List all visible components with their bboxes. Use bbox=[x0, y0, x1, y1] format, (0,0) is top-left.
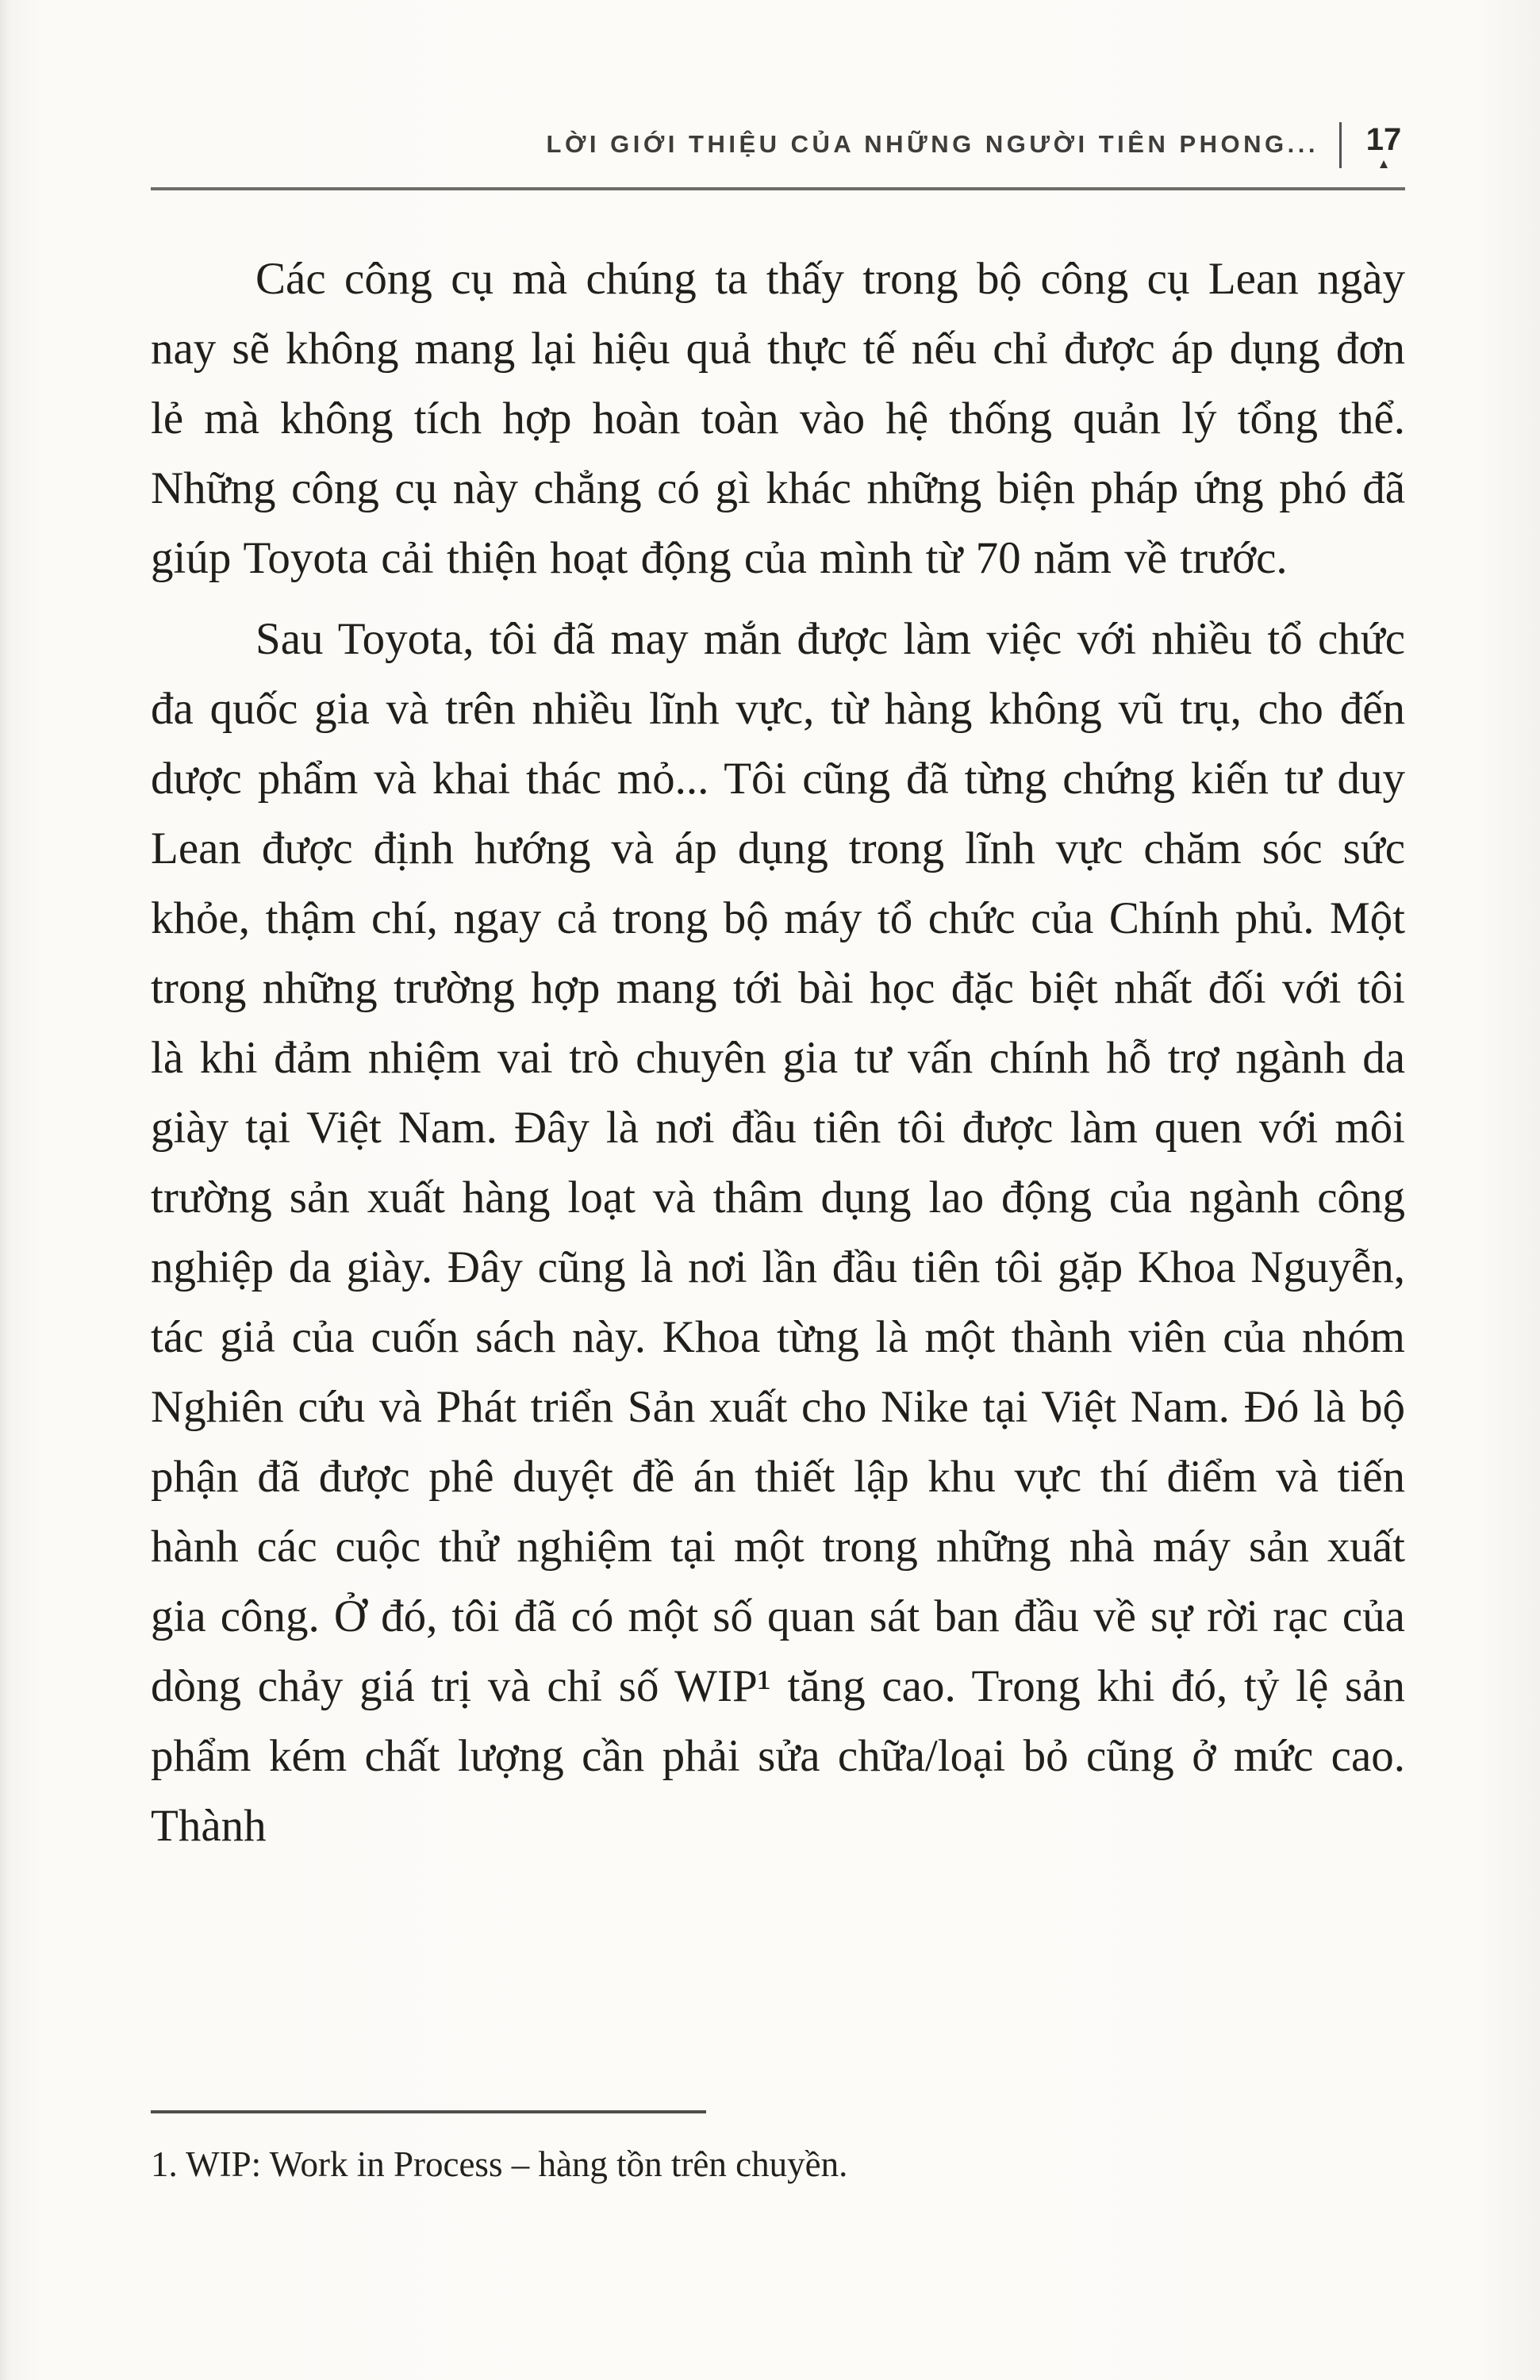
footnote-rule bbox=[151, 2110, 706, 2113]
body-text bbox=[151, 244, 1405, 1861]
paragraph-2: Sau Toyota, tôi đã may mắn được làm việc với nhiều tổ chức đa quốc gia và trên nhiều lĩnh vực, từ hàng không vũ trụ, cho đến dược phẩm và khai thác mỏ... Tôi cũng đã từng chứng kiến tư duy Lean được định hướng và áp dụng trong lĩnh vực chăm sóc sức khỏe, thậm chí, ngay cả trong bộ máy tổ chức của Chính phủ. Một trong những trường hợp mang tới bài học đặc biệt nhất đối với tôi là khi đảm nhiệm vai trò chuyên gia tư vấn chính hỗ trợ ngành da giày tại Việt Nam. Đây là nơi đầu tiên tôi được làm quen với môi trường sản xuất hàng loạt và thâm dụng lao động của ngành công nghiệp da giày. Đây cũng là nơi lần đầu tiên tôi gặp Khoa Nguyễn, tác giả của cuốn sách này. Khoa từng là một thành viên của nhóm Nghiên cứu và Phát triển Sản xuất cho Nike tại Việt Nam. Đó là bộ phận đã được phê duyệt đề án thiết lập khu vực thí điểm và tiến hành các cuộc thử nghiệm tại một trong những nhà máy sản xuất gia công. Ở đó, tôi đã có một số quan sát ban đầu về sự rời rạc của dòng chảy giá trị và chỉ số WIP¹ tăng cao. Trong khi đó, tỷ lệ sản phẩm kém chất lượng cần phải sửa chữa/loại bỏ cũng ở mức cao. Thành bbox=[151, 614, 1405, 1851]
header-rule bbox=[151, 187, 1405, 190]
running-title: LỜI GIỚI THIỆU CỦA NHỮNG NGƯỜI TIÊN PHONG... bbox=[546, 130, 1319, 158]
header-divider bbox=[1339, 122, 1342, 168]
page-number-block bbox=[1362, 119, 1405, 171]
footnote-text: 1. WIP: Work in Process – hàng tồn trên chuyền. bbox=[151, 2144, 848, 2184]
page-header bbox=[151, 119, 1405, 176]
triangle-up-icon: ▲ bbox=[1377, 156, 1391, 171]
page-number: 17 bbox=[1365, 122, 1402, 157]
footnote-area bbox=[151, 2110, 1405, 2189]
paragraph-1: Các công cụ mà chúng ta thấy trong bộ công cụ Lean ngày nay sẽ không mang lại hiệu quả thực tế nếu chỉ được áp dụng đơn lẻ mà không tích hợp hoàn toàn vào hệ thống quản lý tổng thể. Những công cụ này chẳng có gì khác những biện pháp ứng phó đã giúp Toyota cải thiện hoạt động của mình từ 70 năm về trước. bbox=[151, 254, 1405, 583]
